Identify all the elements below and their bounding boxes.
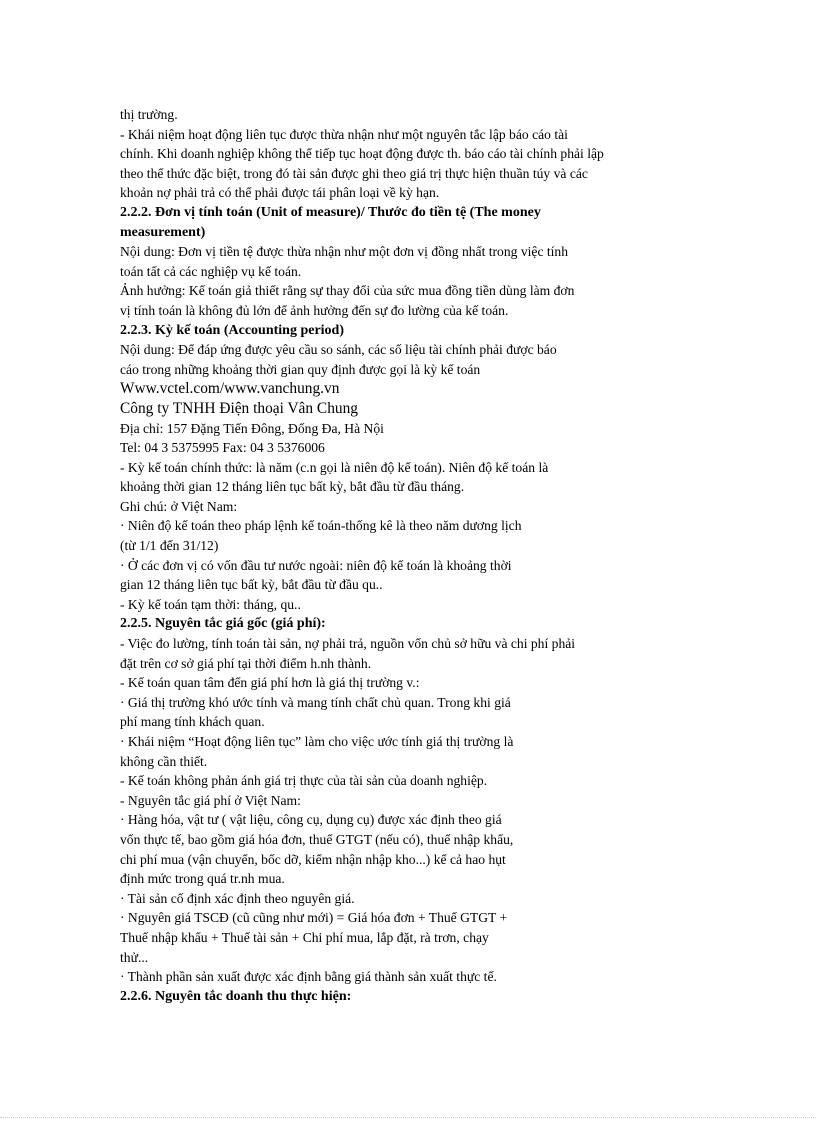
text-line: chi phí mua (vận chuyển, bốc dỡ, kiểm nhận nhập kho...) kể cả hao hụt bbox=[120, 851, 506, 867]
text-line: vốn thực tế, bao gồm giá hóa đơn, thuế GTGT (nếu có), thuế nhập khẩu, bbox=[120, 831, 514, 847]
text-line: theo thể thức đặc biệt, trong đó tài sản được ghi theo giá trị thực hiện thuần túy và các bbox=[120, 165, 588, 181]
text-line: toán tất cả các nghiệp vụ kế toán. bbox=[120, 263, 302, 279]
text-line: khoản nợ phải trả có thể phải được tái phân loại về kỳ hạn. bbox=[120, 185, 440, 201]
section-heading: 2.2.3. Kỳ kế toán (Accounting period) bbox=[120, 322, 344, 338]
text-line: thị trường. bbox=[120, 107, 178, 122]
company-info-line: Www.vctel.com/www.vanchung.vn bbox=[120, 380, 340, 398]
text-line: đặt trên cơ sở giá phí tại thời điểm h.nh thành. bbox=[120, 655, 372, 671]
text-line: · Khái niệm “Hoạt động liên tục” làm cho việc ước tính giá thị trường là bbox=[120, 734, 514, 749]
text-line: - Kỳ kế toán chính thức: là năm (c.n gọi là niên độ kế toán). Niên độ kế toán là bbox=[120, 459, 549, 475]
text-line: · Hàng hóa, vật tư ( vật liệu, công cụ, dụng cụ) được xác định theo giá bbox=[120, 812, 502, 828]
text-line: phí mang tính khách quan. bbox=[120, 714, 265, 730]
text-line: Ghi chú: ở Việt Nam: bbox=[120, 498, 238, 514]
text-line: Thuế nhập khẩu + Thuế tài sản + Chi phí mua, lắp đặt, rà trơn, chạy bbox=[120, 929, 489, 945]
text-line: · Thành phần sản xuất được xác định bằng giá thành sản xuất thực tế. bbox=[120, 969, 497, 985]
text-line: · Giá thị trường khó ước tính và mang tính chất chủ quan. Trong khi giá bbox=[120, 694, 511, 710]
text-line: - Kế toán quan tâm đến giá phí hơn là giá thị trường v.: bbox=[120, 675, 420, 691]
text-line: không cần thiết. bbox=[120, 753, 208, 769]
section-heading: measurement) bbox=[120, 224, 206, 240]
text-line: Địa chỉ: 157 Đặng Tiến Đông, Đống Đa, Hà Nội bbox=[120, 420, 384, 436]
text-line: - Nguyên tắc giá phí ở Việt Nam: bbox=[120, 792, 301, 808]
section-heading: 2.2.5. Nguyên tắc giá gốc (giá phí): bbox=[120, 616, 326, 632]
text-line: · Nguyên giá TSCĐ (cũ cũng như mới) = Giá hóa đơn + Thuế GTGT + bbox=[120, 910, 508, 926]
document-page bbox=[120, 105, 720, 1006]
page-bottom-divider bbox=[0, 1117, 816, 1118]
text-line: · Tài sản cố định xác định theo nguyên giá. bbox=[120, 890, 355, 906]
text-line: (từ 1/1 đến 31/12) bbox=[120, 538, 219, 554]
text-line: - Kỳ kế toán tạm thời: tháng, qu.. bbox=[120, 596, 301, 612]
text-line: · Ở các đơn vị có vốn đầu tư nước ngoài: niên độ kế toán là khoảng thời bbox=[120, 557, 512, 573]
text-line: khoảng thời gian 12 tháng liên tục bất kỳ, bắt đầu từ đầu tháng. bbox=[120, 479, 465, 495]
section-heading: 2.2.2. Đơn vị tính toán (Unit of measure)/ Thước đo tiền tệ (The money bbox=[120, 204, 541, 220]
text-line: - Kế toán không phản ánh giá trị thực của tài sản của doanh nghiệp. bbox=[120, 773, 488, 789]
text-line: vị tính toán là không đủ lớn để ảnh hưởng đến sự đo lường của kế toán. bbox=[120, 302, 509, 318]
text-line: cáo trong những khoảng thời gian quy định được gọi là kỳ kế toán bbox=[120, 361, 481, 377]
company-info-line: Công ty TNHH Điện thoại Vân Chung bbox=[120, 399, 358, 417]
section-heading: 2.2.6. Nguyên tắc doanh thu thực hiện: bbox=[120, 988, 352, 1004]
text-line: Nội dung: Để đáp ứng được yêu cầu so sánh, các số liệu tài chính phải được báo bbox=[120, 342, 557, 358]
text-line: Ảnh hưởng: Kế toán giả thiết rằng sự thay đổi của sức mua đồng tiền dùng làm đơn bbox=[120, 283, 575, 299]
text-line: định mức trong quá tr.nh mua. bbox=[120, 871, 285, 887]
text-line: - Việc đo lường, tính toán tài sản, nợ phải trả, nguồn vốn chủ sở hữu và chi phí phải bbox=[120, 636, 576, 652]
text-line: - Khái niệm hoạt động liên tục được thừa nhận như một nguyên tắc lập báo cáo tài bbox=[120, 126, 568, 142]
text-line: gian 12 tháng liên tục bất kỳ, bắt đầu từ đầu qu.. bbox=[120, 577, 383, 593]
text-line: thử... bbox=[120, 949, 149, 965]
text-line: Nội dung: Đơn vị tiền tệ được thừa nhận như một đơn vị đồng nhất trong việc tính bbox=[120, 244, 569, 260]
text-line: · Niên độ kế toán theo pháp lệnh kế toán-thống kê là theo năm dương lịch bbox=[120, 518, 522, 534]
text-line: Tel: 04 3 5375995 Fax: 04 3 5376006 bbox=[120, 440, 325, 456]
text-line: chính. Khi doanh nghiệp không thể tiếp tục hoạt động được th. báo cáo tài chính phải lập bbox=[120, 146, 604, 162]
